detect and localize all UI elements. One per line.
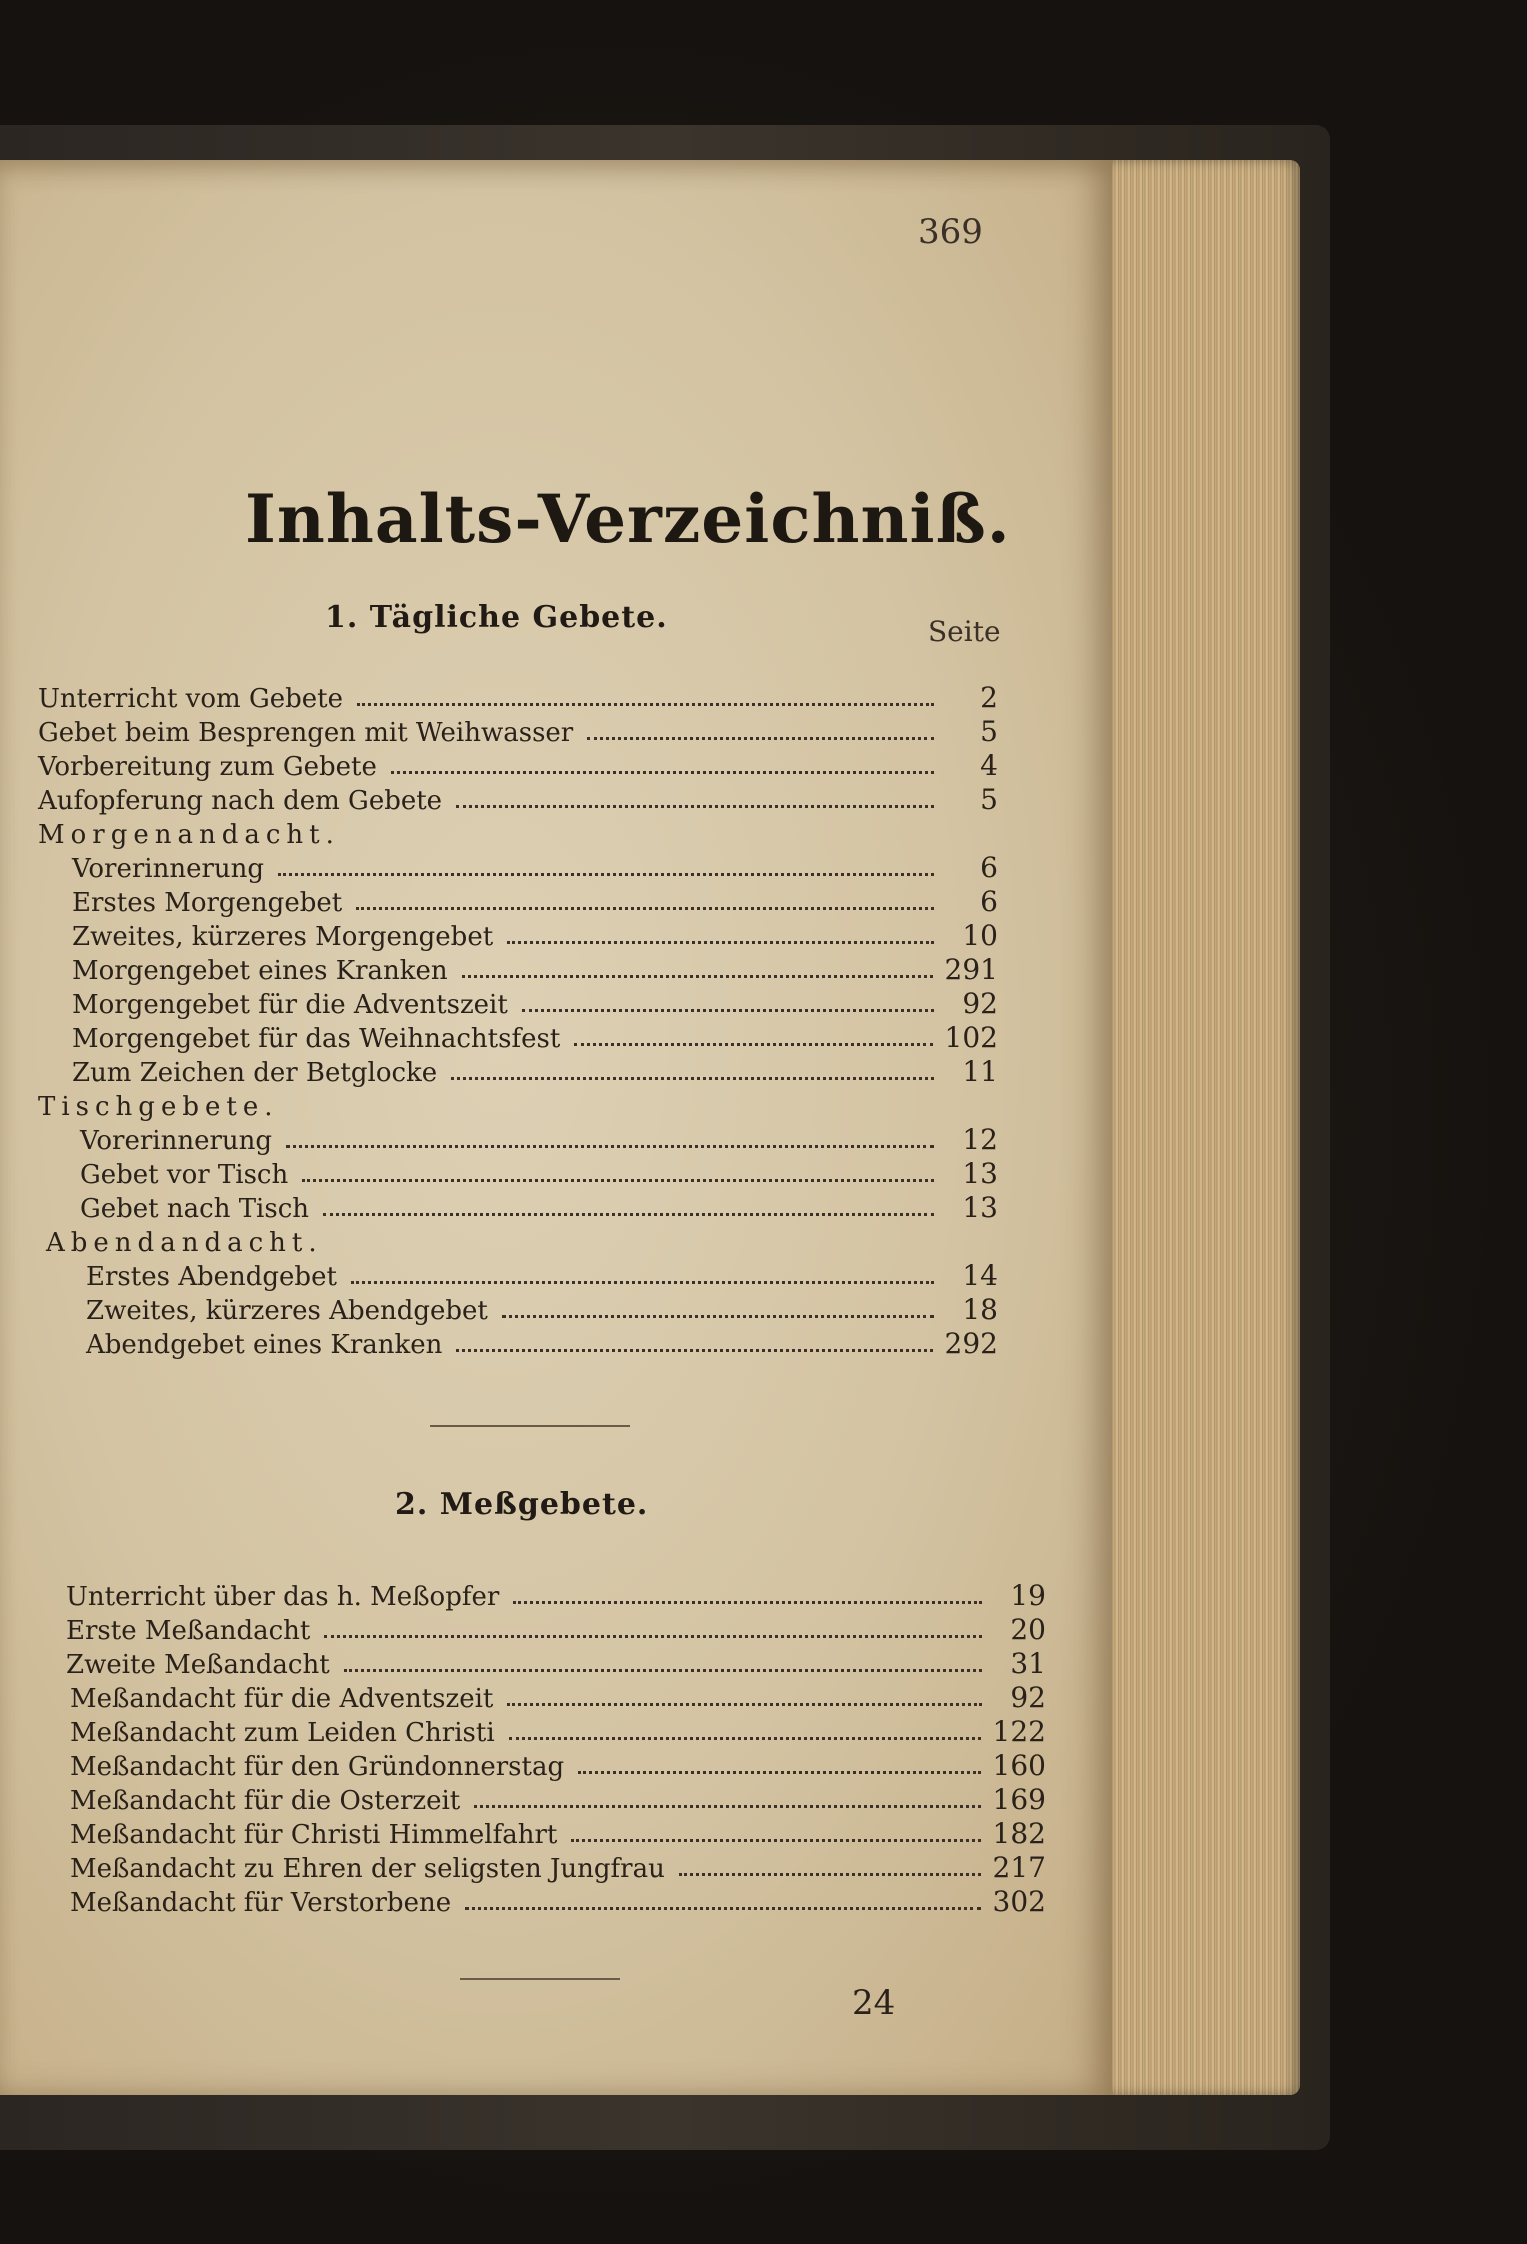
toc-entry [72,918,998,952]
leader-dots [323,1213,934,1216]
toc-entry-title: Abendgebet eines Kranken [86,1330,443,1360]
book-page [0,160,1112,2095]
toc-entry [70,1782,1046,1816]
leader-dots [465,1907,980,1910]
toc-entry [66,1578,1046,1612]
toc-entry [72,1054,998,1088]
toc-entry-title: Gebet vor Tisch [80,1160,289,1190]
toc-entry-title: Unterricht vom Gebete [38,684,343,714]
toc-entry [38,748,998,782]
toc-entry [70,1884,1046,1918]
toc-entry-title: Gebet beim Besprengen mit Weihwasser [38,718,574,748]
page-number: 369 [918,212,983,252]
leader-dots [302,1179,934,1182]
toc-entry [72,952,998,986]
toc-entry [86,1292,998,1326]
toc-subheading [38,1088,998,1122]
toc-entry-page: 160 [992,1749,1046,1782]
leader-dots [324,1635,982,1638]
toc-subheading-title: Abendandacht. [46,1228,323,1258]
leader-dots [507,1703,982,1706]
toc-entry-title: Morgengebet eines Kranken [72,956,448,986]
toc-entry-title: Zweite Meßandacht [66,1650,330,1680]
section-divider [430,1425,630,1427]
toc-entry-title: Zum Zeichen der Betglocke [72,1058,438,1088]
toc-entry-title: Erstes Morgengebet [72,888,343,918]
toc-entry-page: 13 [962,1191,998,1224]
toc-entry [70,1748,1046,1782]
leader-dots [574,1043,932,1046]
toc-entry-page: 291 [944,953,998,986]
leader-dots [679,1873,981,1876]
toc-entry-title: Erste Meßandacht [66,1616,311,1646]
leader-dots [278,873,934,876]
toc-entry-title: Morgengebet für das Weihnachtsfest [72,1024,561,1054]
leader-dots [587,737,934,740]
leader-dots [571,1839,980,1842]
toc-entry-page: 19 [1010,1579,1046,1612]
toc-entry-title: Morgengebet für die Adventszeit [72,990,508,1020]
toc-entry-title: Meßandacht für den Gründonnerstag [70,1752,565,1782]
toc-entry [66,1646,1046,1680]
toc-entry-page: 122 [992,1715,1046,1748]
leader-dots [502,1315,934,1318]
toc-subheading-title: Tischgebete. [38,1092,279,1122]
leader-dots [578,1771,980,1774]
toc-entry-page: 10 [962,919,998,952]
leader-dots [513,1601,982,1604]
toc-entry-title: Erstes Abendgebet [86,1262,337,1292]
leader-dots [456,805,934,808]
signature-mark: 24 [852,1983,896,2023]
toc-entry-page: 292 [944,1327,998,1360]
leader-dots [474,1805,980,1808]
toc-entry-page: 302 [992,1885,1046,1918]
toc-entry-page: 13 [962,1157,998,1190]
toc-entry-title: Gebet nach Tisch [80,1194,310,1224]
page-edges [1095,160,1300,2095]
toc-entry-title: Meßandacht zum Leiden Christi [70,1718,495,1748]
toc-entry-page: 2 [980,681,998,714]
toc-subheading-title: Morgenandacht. [38,820,340,850]
toc-entry-page: 4 [980,749,998,782]
toc-entry [72,986,998,1020]
leader-dots [286,1145,934,1148]
toc-entry [38,782,998,816]
leader-dots [462,975,933,978]
leader-dots [507,941,934,944]
toc-entry-page: 92 [1010,1681,1046,1714]
toc-entry-page: 102 [944,1021,998,1054]
toc-entry [70,1680,1046,1714]
toc-entry-title: Meßandacht für Christi Himmelfahrt [70,1820,558,1850]
toc-entry-title: Vorbereitung zum Gebete [38,752,377,782]
leader-dots [451,1077,934,1080]
leader-dots [509,1737,981,1740]
toc-entry-page: 6 [980,885,998,918]
page-column-label: Seite [928,615,1001,648]
toc-entry-page: 12 [962,1123,998,1156]
toc-entry-page: 182 [992,1817,1046,1850]
leader-dots [391,771,934,774]
toc-entry [72,884,998,918]
toc-entry-page: 6 [980,851,998,884]
toc-entry-title: Vorerinnerung [80,1126,273,1156]
toc-entry [66,1612,1046,1646]
toc-entry-page: 5 [980,715,998,748]
leader-dots [357,703,934,706]
footer-divider [460,1978,620,1980]
toc-entry [80,1122,998,1156]
toc-entry-page: 217 [992,1851,1046,1884]
toc-entry-title: Aufopferung nach dem Gebete [38,786,443,816]
toc-entry [70,1816,1046,1850]
toc-entry-title: Zweites, kürzeres Abendgebet [86,1296,488,1326]
toc-subheading [38,816,998,850]
toc-subheading [46,1224,998,1258]
section-heading-mass-prayers: 2. Meßgebete. [395,1487,649,1522]
toc-entry [70,1714,1046,1748]
toc-entry-page: 31 [1010,1647,1046,1680]
toc-entry-page: 92 [962,987,998,1020]
toc-entry-title: Meßandacht zu Ehren der seligsten Jungfrau [70,1854,665,1884]
toc-entry-page: 18 [962,1293,998,1326]
toc-entry [86,1258,998,1292]
toc-entry-title: Meßandacht für die Osterzeit [70,1786,461,1816]
leader-dots [522,1009,934,1012]
toc-entry-page: 14 [962,1259,998,1292]
toc-entry [86,1326,998,1360]
section-heading-daily-prayers: 1. Tägliche Gebete. [325,600,668,635]
toc-entry [70,1850,1046,1884]
toc-entry-title: Zweites, kürzeres Morgengebet [72,922,494,952]
toc-entry-page: 11 [962,1055,998,1088]
toc-entry-title: Meßandacht für die Adventszeit [70,1684,494,1714]
toc-entry [72,1020,998,1054]
toc-entry-title: Meßandacht für Verstorbene [70,1888,452,1918]
leader-dots [456,1349,932,1352]
leader-dots [351,1281,934,1284]
toc-entry [38,714,998,748]
toc-entry-page: 5 [980,783,998,816]
toc-entry-page: 20 [1010,1613,1046,1646]
toc-entry-title: Unterricht über das h. Meßopfer [66,1582,500,1612]
leader-dots [344,1669,982,1672]
toc-entry-title: Vorerinnerung [72,854,265,884]
page-title: Inhalts-Verzeichniß. [245,480,1011,558]
toc-entry [80,1156,998,1190]
toc-entry-page: 169 [992,1783,1046,1816]
toc-entry [80,1190,998,1224]
toc-entry [38,680,998,714]
toc-entry [72,850,998,884]
leader-dots [356,907,934,910]
